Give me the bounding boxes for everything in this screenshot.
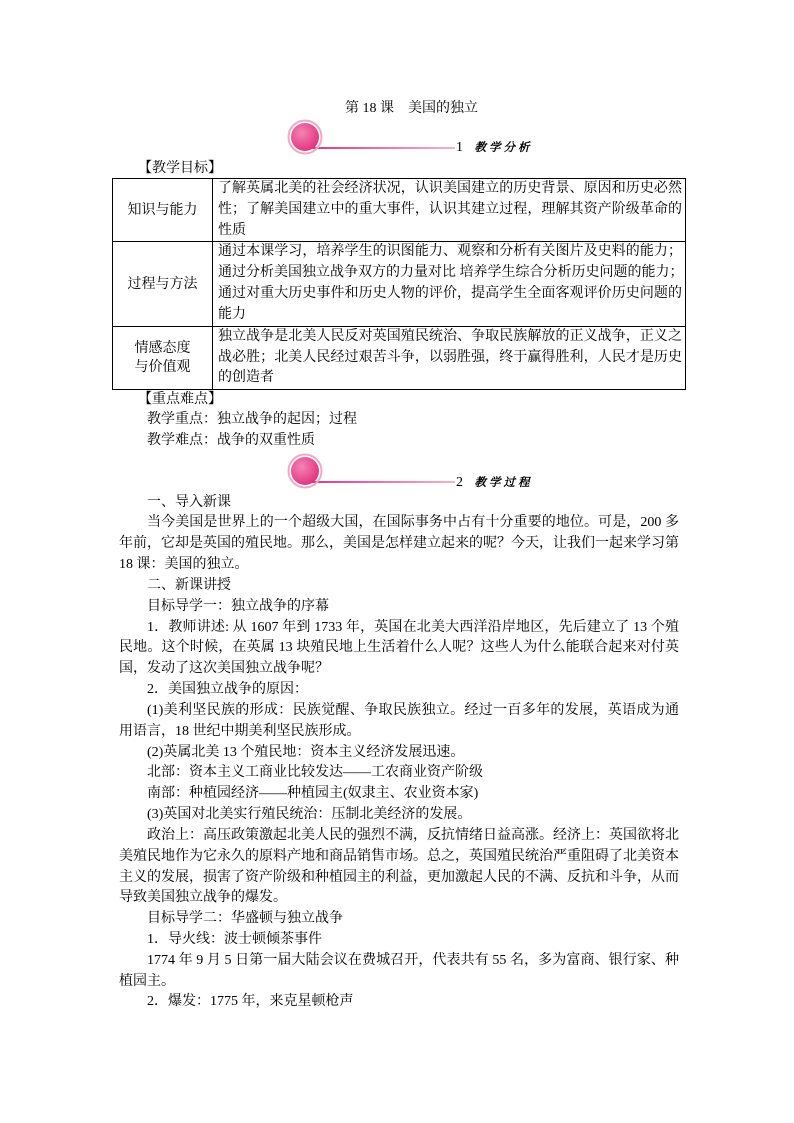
section-marker-dot xyxy=(291,123,319,151)
cause3-detail-line: 政治上：高压政策激起北美人民的强烈不满，反抗情绪日益高涨。经济上：英国欲将北 xyxy=(147,827,679,843)
goal1-heading: 目标导学一：独立战争的序幕 xyxy=(147,598,329,614)
objective-category-label: 情感态度 xyxy=(134,341,191,357)
key-points-heading: 【重点难点】 xyxy=(138,391,222,407)
intro-paragraph-line: 当今美国是世界上的一个超级大国，在国际事务中占有十分重要的地位。可是，200 多 xyxy=(147,515,679,531)
objective-description-cell xyxy=(213,179,686,242)
teaching-process-body xyxy=(119,493,679,1014)
intro-paragraph-line: 18 课：美国的独立。 xyxy=(119,557,249,573)
page-title: 第 18 课 美国的独立 xyxy=(345,100,478,116)
cause2: (2)英属北美 13 个殖民地：资本主义经济发展迅速。 xyxy=(147,744,465,760)
goal2-heading: 目标导学二：华盛顿与独立战争 xyxy=(147,911,343,927)
cause2-south: 南部：种植园经济——种植园主(奴隶主、农业资本家) xyxy=(147,786,479,802)
goal2-congress-line: 植园主。 xyxy=(119,973,175,989)
objective-text-line: 通过分析美国独立战争双方的力量对比 培养学生综合分析历史问题的能力； xyxy=(218,265,684,281)
new-lesson-heading: 二、新课讲授 xyxy=(147,577,231,593)
teaching-focus: 教学重点：独立战争的起因；过程 xyxy=(147,412,357,428)
goal1-item1-line: 1．教师讲述: 从 1607 年到 1733 年，英国在北美大西洋沿岸地区，先后建立了 13 个殖 xyxy=(147,619,679,635)
objective-description-cell xyxy=(213,326,686,389)
section-marker-line xyxy=(305,147,455,149)
objective-text-line: 独立战争是北美人民反对英国殖民统治、争取民族解放的正义战争，正义之 xyxy=(218,328,682,344)
goal1-item1-line: 国，发动了这次美国独立战争呢？ xyxy=(119,661,329,677)
intro-heading: 一、导入新课 xyxy=(147,494,231,510)
objectives-row-values xyxy=(113,326,686,389)
cause1-line: (1)美利坚民族的形成：民族觉醒、争取民族独立。经过一百多年的发展，英语成为通 xyxy=(147,702,679,718)
section-marker-dot xyxy=(291,457,319,485)
objective-text-line: 通过本课学习，培养学生的识图能力、观察和分析有关图片及史料的能力； xyxy=(218,244,682,260)
objective-description-cell xyxy=(213,242,686,326)
cause3: (3)英国对北美实行殖民统治：压制北美经济的发展。 xyxy=(147,807,472,823)
objective-text-line: 能力 xyxy=(218,306,246,322)
objective-category-label: 与价值观 xyxy=(134,360,191,376)
cause2-north: 北部：资本主义工商业比较发达——工农商业资产阶级 xyxy=(147,765,483,781)
section-number: 1 xyxy=(456,140,463,155)
objective-category-label: 知识与能力 xyxy=(127,202,198,218)
objective-category-label: 过程与方法 xyxy=(127,276,198,292)
cause1-line: 用语言，18 世纪中期美利坚民族形成。 xyxy=(119,723,361,739)
objective-text-line: 战必胜；北美人民经过艰苦斗争，以弱胜强，终于赢得胜利，人民才是历史 xyxy=(218,349,682,365)
section-title: 教学过程 xyxy=(474,477,533,489)
goal2-outbreak: 2．爆发：1775 年，来克星顿枪声 xyxy=(147,994,354,1010)
section-marker-line xyxy=(305,481,455,483)
section-header-process xyxy=(456,473,533,493)
objective-text-line: 的创造者 xyxy=(218,370,274,386)
section-header-analysis xyxy=(456,138,533,158)
goal2-congress-line: 1774 年 9 月 5 日第一届大陆会议在费城召开，代表共有 55 名，多为富商、银行家、种 xyxy=(147,952,679,968)
objective-category-cell xyxy=(113,326,213,389)
section-number: 2 xyxy=(456,475,463,490)
intro-paragraph-line: 年前，它却是英国的殖民地。那么，美国是怎样建立起来的呢？今天，让我们一起来学习第 xyxy=(119,536,679,552)
goal1-item1-line: 民地。这个时候，在英属 13 块殖民地上生活着什么人呢？这些人为什么能联合起来对付英 xyxy=(119,640,679,656)
cause3-detail-line: 美殖民地作为它永久的原料产地和商品销售市场。总之，英国殖民统治严重阻碍了北美资本 xyxy=(119,848,679,864)
objectives-row-process xyxy=(113,242,686,326)
objective-text-line: 性；了解美国建立中的重大事件，认识其建立过程，理解其资产阶级革命的 xyxy=(218,201,682,217)
objective-text-line: 了解英属北美的社会经济状况，认识美国建立的历史背景、原因和历史必然 xyxy=(218,181,682,196)
objectives-heading: 【教学目标】 xyxy=(138,160,222,176)
key-points-section xyxy=(138,390,357,452)
goal1-item2-heading: 2．美国独立战争的原因： xyxy=(147,682,308,698)
teaching-difficulty: 教学难点：战争的双重性质 xyxy=(147,433,315,449)
goal2-fuse: 1．导火线：波士顿倾茶事件 xyxy=(147,931,322,947)
objective-category-cell xyxy=(113,179,213,242)
objective-text-line: 通过对重大历史事件和历史人物的评价，提高学生全面客观评价历史问题的 xyxy=(218,286,682,302)
objective-category-cell xyxy=(113,242,213,326)
objectives-row-knowledge xyxy=(113,179,686,242)
section-title: 教学分析 xyxy=(474,142,533,154)
objective-text-line: 性质 xyxy=(218,222,246,238)
cause3-detail-line: 主义的发展，损害了资产阶级和种植园主的利益，更加激起人民的不满、反抗和斗争，从而 xyxy=(119,869,679,885)
cause3-detail-line: 导致美国独立战争的爆发。 xyxy=(119,890,287,906)
objectives-table xyxy=(112,178,686,390)
